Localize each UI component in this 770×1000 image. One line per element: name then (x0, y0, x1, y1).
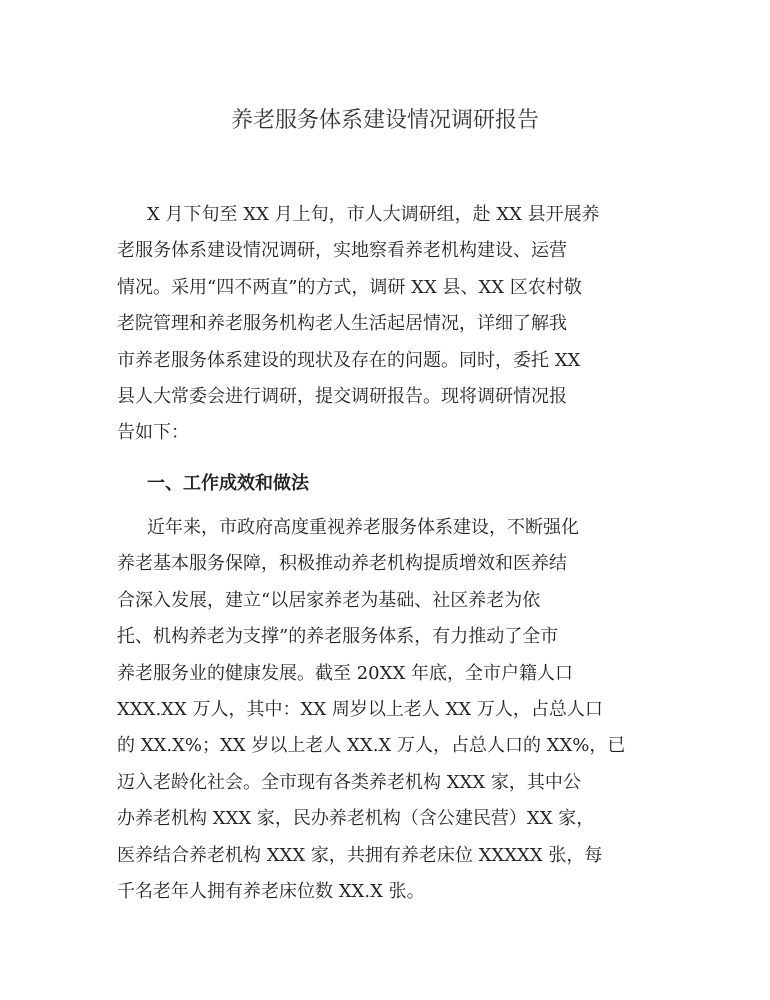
paragraph-line: 医养结合养老机构 XXX 家，共拥有养老床位 XXXXX 张，每 (117, 844, 603, 866)
paragraph-line: 情况。采用“四不两直”的方式，调研 XX 县、XX 区农村敬 (117, 276, 582, 298)
paragraph-intro (117, 197, 657, 452)
paragraph-line: 养老基本服务保障，积极推动养老机构提质增效和医养结 (117, 553, 567, 575)
paragraph-line: 养老服务业的健康发展。截至 20XX 年底，全市户籍人口 (117, 662, 573, 684)
paragraph-line: 办养老机构 XXX 家，民办养老机构（含公建民营）XX 家， (117, 808, 595, 830)
paragraph-line: 合深入发展，建立“以居家养老为基础、社区养老为依 (117, 589, 541, 611)
paragraph-achievements (117, 510, 657, 910)
paragraph-line: 千名老年人拥有养老床位数 XX.X 张。 (117, 880, 425, 902)
paragraph-line: 老院管理和养老服务机构老人生活起居情况，详细了解我 (117, 313, 567, 335)
section-heading: 一、工作成效和做法 (147, 473, 309, 494)
paragraph-line: 老服务体系建设情况调研，实地察看养老机构建设、运营 (117, 240, 567, 262)
paragraph-line: 近年来，市政府高度重视养老服务体系建设，不断强化 (147, 517, 579, 538)
paragraph-line: 迈入老龄化社会。全市现有各类养老机构 XXX 家，其中公 (117, 771, 581, 793)
paragraph-line: 县人大常委会进行调研，提交调研报告。现将调研情况报 (117, 385, 567, 407)
paragraph-line: 告如下： (117, 422, 189, 444)
paragraph-line: 托、机构养老为支撑”的养老服务体系，有力推动了全市 (117, 626, 559, 648)
paragraph-line: 市养老服务体系建设的现状及存在的问题。同时，委托 XX (117, 349, 581, 371)
paragraph-line: 的 XX.X%；XX 岁以上老人 XX.X 万人，占总人口的 XX%，已 (117, 735, 626, 757)
document-title: 养老服务体系建设情况调研报告 (230, 108, 539, 133)
paragraph-line: X 月下旬至 XX 月上旬，市人大调研组，赴 XX 县开展养 (147, 204, 600, 225)
paragraph-line: XXX.XX 万人，其中：XX 周岁以上老人 XX 万人，占总人口 (117, 698, 603, 720)
